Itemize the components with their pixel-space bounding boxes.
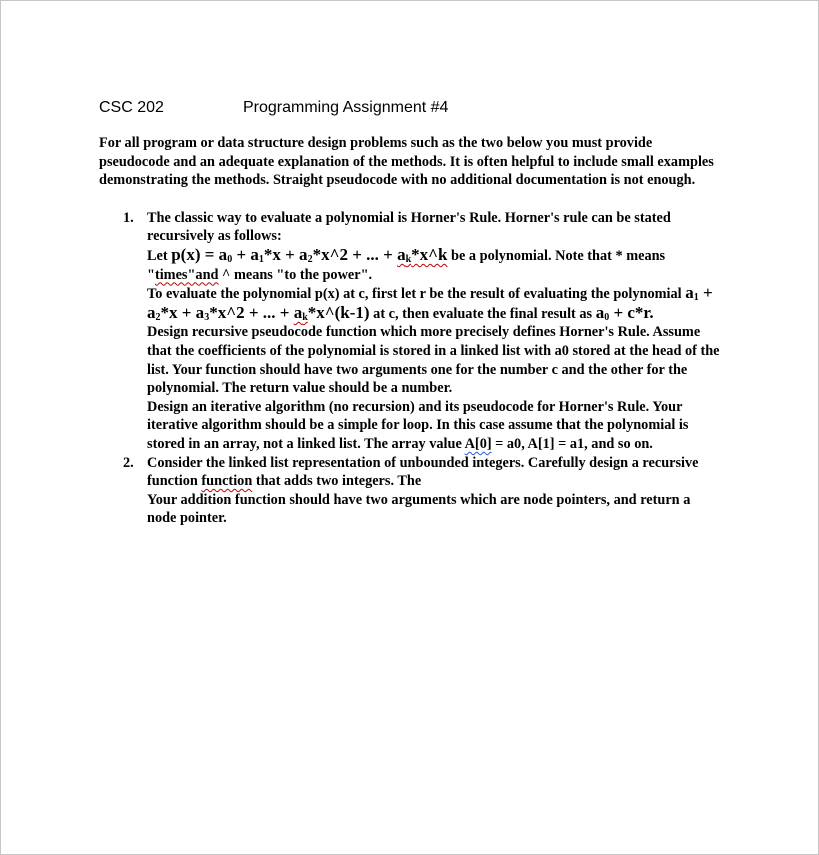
subscript: 0 — [604, 311, 610, 323]
text-run: *x^2 + ... + — [209, 302, 294, 322]
subscript: 0 — [227, 253, 233, 265]
text-run: at c, then evaluate the final result as — [369, 305, 596, 322]
text-run: Consider the linked list representation of unbounded integers. Carefully design a recursive function — [147, 454, 699, 490]
subscript: k — [302, 311, 308, 323]
assignment-title: Programming Assignment #4 — [243, 99, 449, 116]
text-run: + c*r. — [609, 302, 654, 322]
text-run: + a — [232, 244, 259, 264]
intro-paragraph: For all program or data structure design problems such as the two below you must provide pseudocode and an adequate explanation of the methods. It is often helpful to include small examples demonstrating the methods. Straight pseudocode with no additional documentation is not enough. — [99, 135, 714, 189]
grammar-underline: A[0] — [464, 435, 492, 452]
text-run: Design an iterative algorithm (no recursion) and its pseudocode for Horner's Rule. Your iterative algorithm should be a simple for loop. In this case assume that the polynomial is stored in an array, not a linked list. The array value — [147, 398, 689, 452]
subscript: 1 — [693, 292, 699, 304]
problem-number: 1. — [123, 209, 134, 226]
subscript: 2 — [155, 311, 161, 323]
spellcheck-underline: times"and — [154, 266, 219, 283]
text-run: a — [685, 283, 694, 303]
subscript: 3 — [204, 311, 210, 323]
text-run: a — [595, 302, 605, 322]
spellcheck-underline: function — [201, 473, 253, 490]
text-run: be a polynomial. Note that * means " — [147, 247, 666, 283]
problem-1 — [99, 209, 723, 454]
text-run: a — [293, 302, 303, 322]
subscript: 1 — [258, 253, 264, 265]
problem-1-paragraph-1 — [147, 209, 723, 284]
course-code: CSC 202 — [99, 99, 164, 116]
text-run: The classic way to evaluate a polynomial is Horner's Rule. Horner's rule can be stated recursively as follows: — [147, 209, 671, 245]
problem-number: 2. — [123, 454, 134, 471]
document-body — [99, 134, 723, 528]
problem-1-paragraph-4 — [147, 398, 723, 454]
subscript: 2 — [307, 253, 313, 265]
text-run: a — [397, 244, 406, 264]
formula — [596, 303, 654, 322]
problem-1-paragraph-3: Design recursive pseudocode function which more precisely defines Horner's Rule. Assume that the coefficients of the polynomial is stored in a linked list with a0 stored at the head of the list. Your function should have two arguments one for the number c and the other for the polynomial. The return value should be a number. — [147, 324, 720, 397]
text-run: *x + a — [160, 302, 205, 322]
spellcheck-underline — [397, 245, 411, 264]
subscript: k — [405, 253, 412, 265]
text-run: *x + a — [263, 244, 308, 264]
problem-2-paragraph-1 — [147, 454, 723, 491]
problem-2-paragraph-2: Your addition function should have two arguments which are node pointers, and return a node pointer. — [147, 491, 691, 527]
problem-list — [99, 209, 723, 528]
text-run: that adds two integers. The — [252, 473, 422, 490]
text-run: + a — [147, 283, 713, 322]
spellcheck-underline: *x^k — [411, 244, 448, 264]
text-run: Let — [147, 247, 172, 264]
text-run: p(x) = a — [171, 244, 228, 264]
text-run: *x^(k-1) — [307, 302, 370, 322]
text-run: *x^2 + ... + — [312, 244, 398, 264]
text-run: = a0, A[1] = a1, and so on. — [491, 435, 653, 452]
text-run: To evaluate the polynomial p(x) at c, first let r be the result of evaluating the polynomial — [147, 286, 686, 303]
document-header — [99, 99, 739, 121]
problem-1-paragraph-2 — [147, 284, 723, 323]
spellcheck-underline — [294, 303, 308, 322]
formula — [171, 245, 447, 264]
text-run: ^ means "to the power". — [218, 266, 373, 283]
problem-2 — [99, 454, 723, 528]
